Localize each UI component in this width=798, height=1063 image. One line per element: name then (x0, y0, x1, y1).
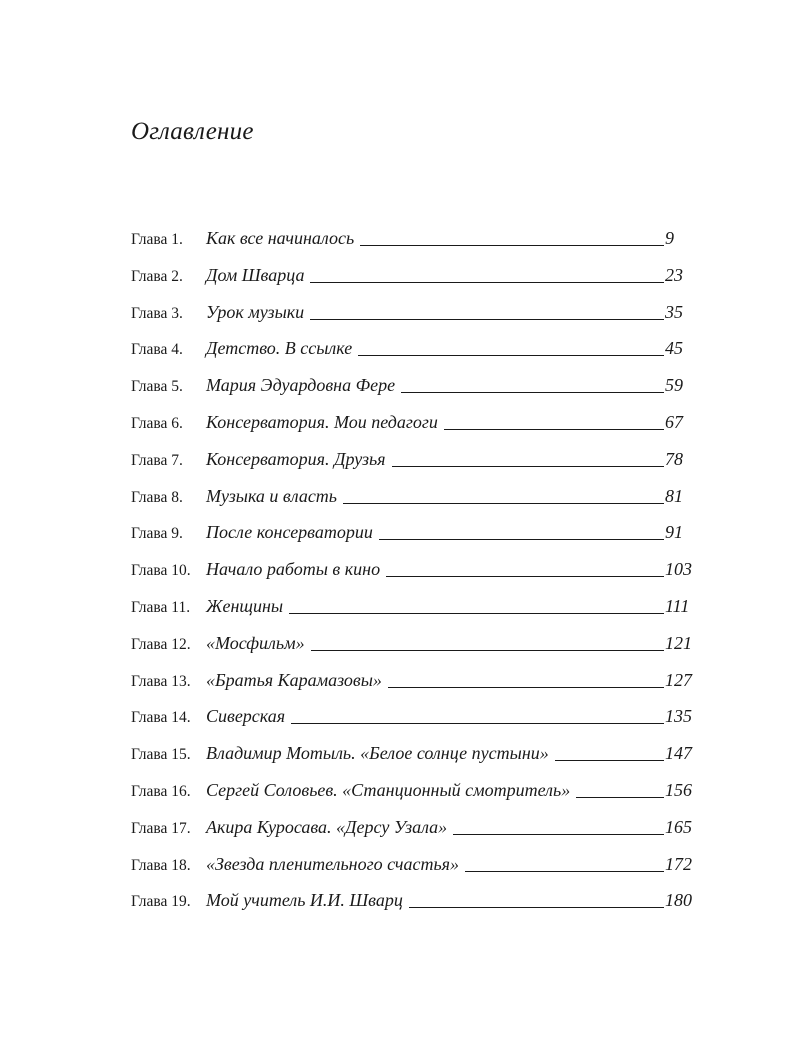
dot-leader (310, 319, 664, 320)
dot-leader (291, 723, 664, 724)
dot-leader (555, 760, 664, 761)
chapter-label: Глава 18. (131, 856, 191, 874)
chapter-label: Глава 2. (131, 267, 183, 285)
dot-leader (453, 834, 664, 835)
chapter-label: Глава 7. (131, 451, 183, 469)
chapter-label: Глава 17. (131, 819, 191, 837)
chapter-title: Урок музыки (206, 301, 305, 322)
chapter-label: Глава 10. (131, 562, 191, 580)
chapter-title: Владимир Мотыль. «Белое солнце пустыни» (206, 743, 549, 764)
chapter-title: Мария Эдуардовна Фере (206, 375, 396, 396)
toc-entry[interactable] (131, 890, 697, 927)
toc-entry[interactable] (131, 633, 697, 670)
chapter-label: Глава 12. (131, 635, 191, 653)
chapter-title: «Мосфильм» (206, 632, 305, 653)
toc-entry[interactable] (131, 228, 697, 265)
chapter-title: Женщины (206, 595, 284, 616)
dot-leader (343, 503, 664, 504)
chapter-label: Глава 8. (131, 488, 183, 506)
toc-entry[interactable] (131, 338, 697, 375)
toc-entry[interactable] (131, 670, 697, 707)
chapter-label: Глава 19. (131, 893, 191, 911)
toc-entry[interactable] (131, 449, 697, 486)
page-number: 45 (665, 338, 683, 359)
toc-entry[interactable] (131, 265, 697, 302)
chapter-title: Сергей Соловьев. «Станционный смотритель» (206, 779, 571, 800)
toc-entry[interactable] (131, 559, 697, 596)
toc-entry[interactable] (131, 817, 697, 854)
dot-leader (360, 245, 664, 246)
dot-leader (444, 429, 664, 430)
page-number: 35 (665, 301, 683, 322)
chapter-title: Сиверская (206, 706, 286, 727)
chapter-title: Начало работы в кино (206, 559, 381, 580)
chapter-title: После консерватории (206, 522, 373, 543)
chapter-label: Глава 3. (131, 304, 183, 322)
page-number: 81 (665, 485, 683, 506)
toc-entry[interactable] (131, 780, 697, 817)
chapter-label: Глава 15. (131, 746, 191, 764)
dot-leader (576, 797, 664, 798)
dot-leader (311, 650, 664, 651)
dot-leader (310, 282, 664, 283)
page-number: 78 (665, 448, 683, 469)
page-number: 135 (665, 706, 692, 727)
toc-entry[interactable] (131, 706, 697, 743)
page-number: 23 (665, 264, 683, 285)
toc-entry[interactable] (131, 743, 697, 780)
page-number: 103 (665, 559, 692, 580)
chapter-label: Глава 4. (131, 341, 183, 359)
chapter-title: «Звезда пленительного счастья» (206, 853, 460, 874)
chapter-label: Глава 9. (131, 525, 183, 543)
page-number: 59 (665, 375, 683, 396)
chapter-label: Глава 1. (131, 231, 183, 248)
page-number: 127 (665, 669, 692, 690)
chapter-title: Дом Шварца (206, 264, 305, 285)
toc-entry[interactable] (131, 412, 697, 449)
page-number: 165 (665, 816, 692, 837)
page-number: 91 (665, 522, 683, 543)
dot-leader (388, 687, 664, 688)
chapter-label: Глава 6. (131, 414, 183, 432)
chapter-title: Консерватория. Друзья (206, 448, 386, 469)
toc-entry[interactable] (131, 596, 697, 633)
dot-leader (386, 576, 664, 577)
page-number: 9 (665, 228, 674, 248)
toc-entry[interactable] (131, 854, 697, 891)
toc-entry[interactable] (131, 486, 697, 523)
page-number: 67 (665, 411, 683, 432)
chapter-title: Музыка и власть (206, 485, 337, 506)
chapter-label: Глава 14. (131, 709, 191, 727)
page-number: 121 (665, 632, 692, 653)
chapter-title: Как все начиналось (206, 228, 355, 248)
page-title: Оглавление (131, 118, 254, 145)
toc-entry[interactable] (131, 375, 697, 412)
chapter-label: Глава 5. (131, 378, 183, 396)
chapter-title: Акира Куросава. «Дерсу Узала» (206, 816, 448, 837)
chapter-label: Глава 16. (131, 782, 191, 800)
dot-leader (289, 613, 664, 614)
toc-entry[interactable] (131, 302, 697, 339)
dot-leader (409, 907, 664, 908)
dot-leader (358, 355, 664, 356)
page-number: 172 (665, 853, 692, 874)
table-of-contents (131, 228, 697, 927)
chapter-title: Консерватория. Мои педагоги (206, 411, 438, 432)
page-number: 111 (665, 595, 690, 616)
dot-leader (379, 539, 664, 540)
toc-entry[interactable] (131, 522, 697, 559)
dot-leader (401, 392, 664, 393)
chapter-title: Мой учитель И.И. Шварц (206, 890, 403, 911)
page-number: 156 (665, 779, 692, 800)
dot-leader (392, 466, 664, 467)
page-number: 147 (665, 743, 692, 764)
chapter-title: Детство. В ссылке (206, 338, 353, 359)
dot-leader (465, 871, 664, 872)
chapter-label: Глава 11. (131, 598, 191, 616)
page-number: 180 (665, 890, 692, 911)
chapter-label: Глава 13. (131, 672, 191, 690)
chapter-title: «Братья Карамазовы» (206, 669, 382, 690)
